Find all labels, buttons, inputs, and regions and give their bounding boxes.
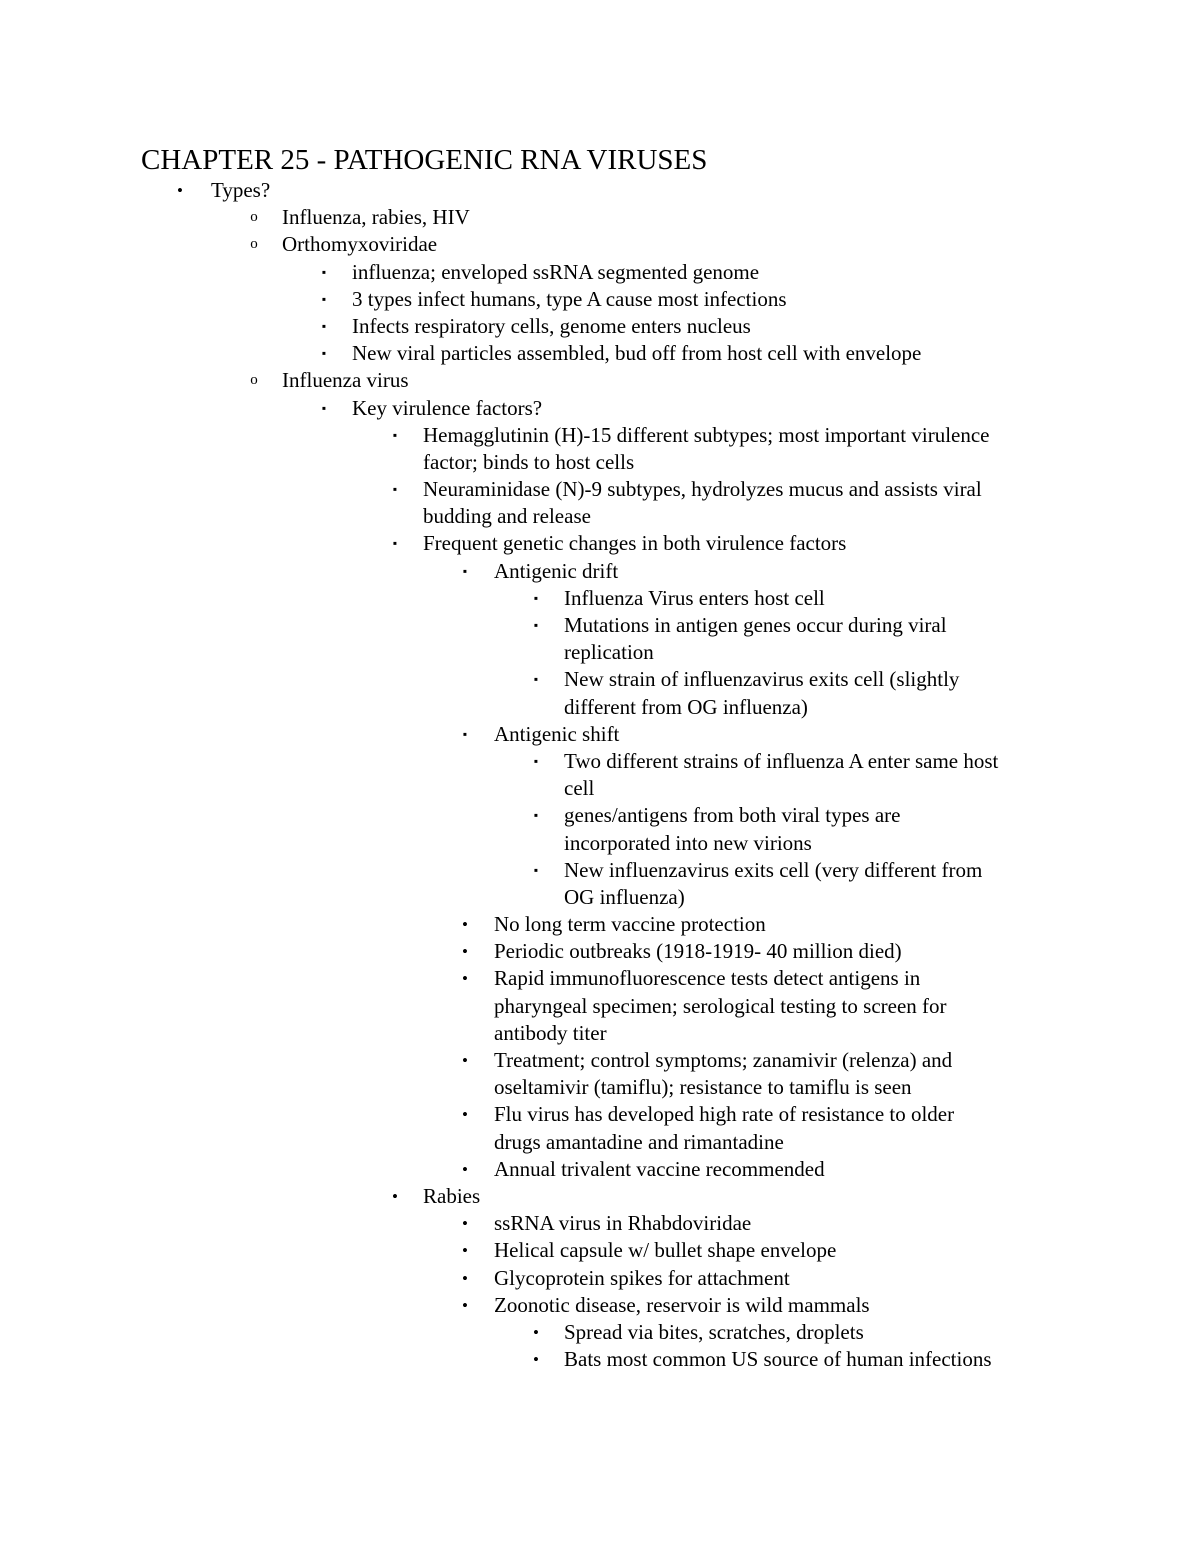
list-item [0, 259, 1200, 286]
square-bullet-icon: ▪ [533, 590, 539, 605]
disc-bullet-icon: • [462, 969, 468, 989]
list-item-text: New viral particles assembled, bud off from host cell with envelope [352, 341, 922, 366]
notes-list [0, 177, 1200, 1373]
list-item [0, 938, 1200, 965]
list-item-text: different from OG influenza) [564, 694, 808, 719]
list-item-text: Zoonotic disease, reservoir is wild mammals [494, 1292, 870, 1317]
square-bullet-icon: ▪ [462, 563, 468, 578]
list-item-text: Flu virus has developed high rate of resistance to older [494, 1102, 955, 1127]
list-item-text: Mutations in antigen genes occur during viral [564, 613, 947, 637]
list-item-text: Infects respiratory cells, genome enters nucleus [352, 313, 751, 338]
list-item-text: Rapid immunofluorescence tests detect antigens in [494, 966, 921, 991]
list-item [0, 965, 1200, 992]
list-item-text: Orthomyxoviridae [282, 232, 438, 257]
list-item [0, 1047, 1200, 1074]
circle-bullet-icon: o [250, 236, 258, 253]
square-bullet-icon: ▪ [321, 291, 327, 306]
list-item-text: Frequent genetic changes in both virulence factors [423, 531, 847, 556]
list-item [0, 286, 1200, 313]
disc-bullet-icon: • [392, 1186, 398, 1206]
circle-bullet-icon: o [250, 209, 258, 226]
list-item-text: Spread via bites, scratches, droplets [564, 1319, 864, 1344]
list-item-text: budding and release [423, 504, 591, 529]
list-item-continuation [0, 775, 1200, 802]
list-item [0, 585, 1200, 612]
list-item-text: Types? [211, 178, 271, 202]
circle-bullet-icon: o [250, 372, 258, 389]
list-item [0, 802, 1200, 829]
square-bullet-icon: ▪ [321, 318, 327, 333]
list-item-continuation [0, 1129, 1200, 1156]
list-item-text: Treatment; control symptoms; zanamivir (relenza) and [494, 1048, 953, 1072]
list-item-continuation [0, 694, 1200, 721]
list-item-text: Bats most common US source of human infections [564, 1347, 992, 1372]
list-item [0, 1292, 1200, 1319]
list-item-continuation [0, 1074, 1200, 1101]
list-item-text: replication [564, 640, 654, 665]
square-bullet-icon: ▪ [533, 618, 539, 632]
square-bullet-icon: ▪ [533, 672, 539, 687]
list-item-text: New influenzavirus exits cell (very different from [564, 857, 983, 882]
list-item [0, 204, 1200, 231]
list-item-text: Hemagglutinin (H)-15 different subtypes; most important virulence [423, 422, 990, 447]
disc-bullet-icon: • [462, 1268, 468, 1288]
disc-bullet-icon: • [462, 942, 468, 962]
list-item [0, 911, 1200, 938]
square-bullet-icon: ▪ [533, 753, 539, 768]
list-item [0, 1156, 1200, 1183]
list-item-text: cell [564, 776, 595, 801]
square-bullet-icon: ▪ [321, 346, 327, 361]
list-item [0, 1210, 1200, 1237]
list-item-text: factor; binds to host cells [423, 449, 635, 474]
list-item [0, 721, 1200, 748]
list-item [0, 1265, 1200, 1292]
chapter-title: CHAPTER 25 - PATHOGENIC RNA VIRUSES [141, 144, 708, 176]
list-item-text: genes/antigens from both viral types are [564, 803, 901, 828]
square-bullet-icon: ▪ [462, 726, 468, 741]
list-item [0, 313, 1200, 340]
square-bullet-icon: ▪ [321, 400, 327, 415]
list-item-continuation [0, 1020, 1200, 1047]
list-item [0, 748, 1200, 775]
disc-bullet-icon: • [462, 1051, 468, 1070]
list-item-text: influenza; enveloped ssRNA segmented genome [352, 259, 760, 284]
disc-bullet-icon: • [462, 1295, 468, 1315]
list-item-continuation [0, 830, 1200, 857]
list-item-text: Periodic outbreaks (1918-1919- 40 million died) [494, 939, 902, 964]
list-item-text: Glycoprotein spikes for attachment [494, 1265, 790, 1290]
list-item-text: 3 types infect humans, type A cause most infections [352, 286, 787, 311]
list-item [0, 612, 1200, 639]
list-item [0, 666, 1200, 693]
list-item [0, 177, 1200, 204]
list-item-continuation [0, 449, 1200, 476]
list-item-continuation [0, 993, 1200, 1020]
list-item [0, 395, 1200, 422]
square-bullet-icon: ▪ [321, 264, 327, 279]
list-item-continuation [0, 503, 1200, 530]
list-item [0, 1183, 1200, 1210]
list-item-text: pharyngeal specimen; serological testing to screen for [494, 993, 947, 1018]
list-item-text: Rabies [423, 1183, 481, 1208]
list-item-text: Influenza virus [282, 368, 409, 393]
list-item-text: ssRNA virus in Rhabdoviridae [494, 1211, 752, 1236]
disc-bullet-icon: • [533, 1350, 539, 1370]
list-item-text: Antigenic drift [494, 558, 619, 583]
list-item [0, 1237, 1200, 1264]
list-item-text: OG influenza) [564, 884, 685, 909]
list-item-text: Influenza Virus enters host cell [564, 585, 825, 610]
list-item-text: oseltamivir (tamiflu); resistance to tamiflu is seen [494, 1075, 912, 1100]
list-item-text: Influenza, rabies, HIV [282, 205, 470, 230]
list-item [0, 1346, 1200, 1373]
list-item [0, 340, 1200, 367]
list-item [0, 476, 1200, 503]
list-item-text: Annual trivalent vaccine recommended [494, 1156, 825, 1181]
list-item-text: Key virulence factors? [352, 395, 543, 420]
list-item-text: Neuraminidase (N)-9 subtypes, hydrolyzes mucus and assists viral [423, 477, 982, 502]
list-item-text: Two different strains of influenza A enter same host [564, 748, 999, 773]
list-item-continuation [0, 639, 1200, 666]
list-item-text: antibody titer [494, 1020, 607, 1045]
list-item [0, 530, 1200, 557]
list-item-text: New strain of influenzavirus exits cell (slightly [564, 667, 960, 692]
list-item [0, 558, 1200, 585]
list-item [0, 1319, 1200, 1346]
list-item [0, 1101, 1200, 1128]
square-bullet-icon: ▪ [392, 482, 398, 497]
square-bullet-icon: ▪ [533, 808, 539, 823]
list-item [0, 857, 1200, 884]
list-item [0, 422, 1200, 449]
list-item [0, 367, 1200, 394]
disc-bullet-icon: • [462, 1105, 468, 1125]
square-bullet-icon: ▪ [533, 862, 539, 877]
list-item [0, 231, 1200, 258]
disc-bullet-icon: • [462, 1214, 468, 1234]
square-bullet-icon: ▪ [392, 536, 398, 551]
list-item-continuation [0, 884, 1200, 911]
list-item-text: incorporated into new virions [564, 830, 812, 855]
square-bullet-icon: ▪ [392, 427, 398, 442]
list-item-text: drugs amantadine and rimantadine [494, 1129, 784, 1154]
disc-bullet-icon: • [177, 181, 183, 200]
disc-bullet-icon: • [462, 915, 468, 935]
disc-bullet-icon: • [462, 1159, 468, 1179]
list-item-text: No long term vaccine protection [494, 912, 766, 937]
disc-bullet-icon: • [533, 1322, 539, 1342]
list-item-text: Antigenic shift [494, 721, 620, 746]
disc-bullet-icon: • [462, 1241, 468, 1261]
list-item-text: Helical capsule w/ bullet shape envelope [494, 1238, 837, 1263]
